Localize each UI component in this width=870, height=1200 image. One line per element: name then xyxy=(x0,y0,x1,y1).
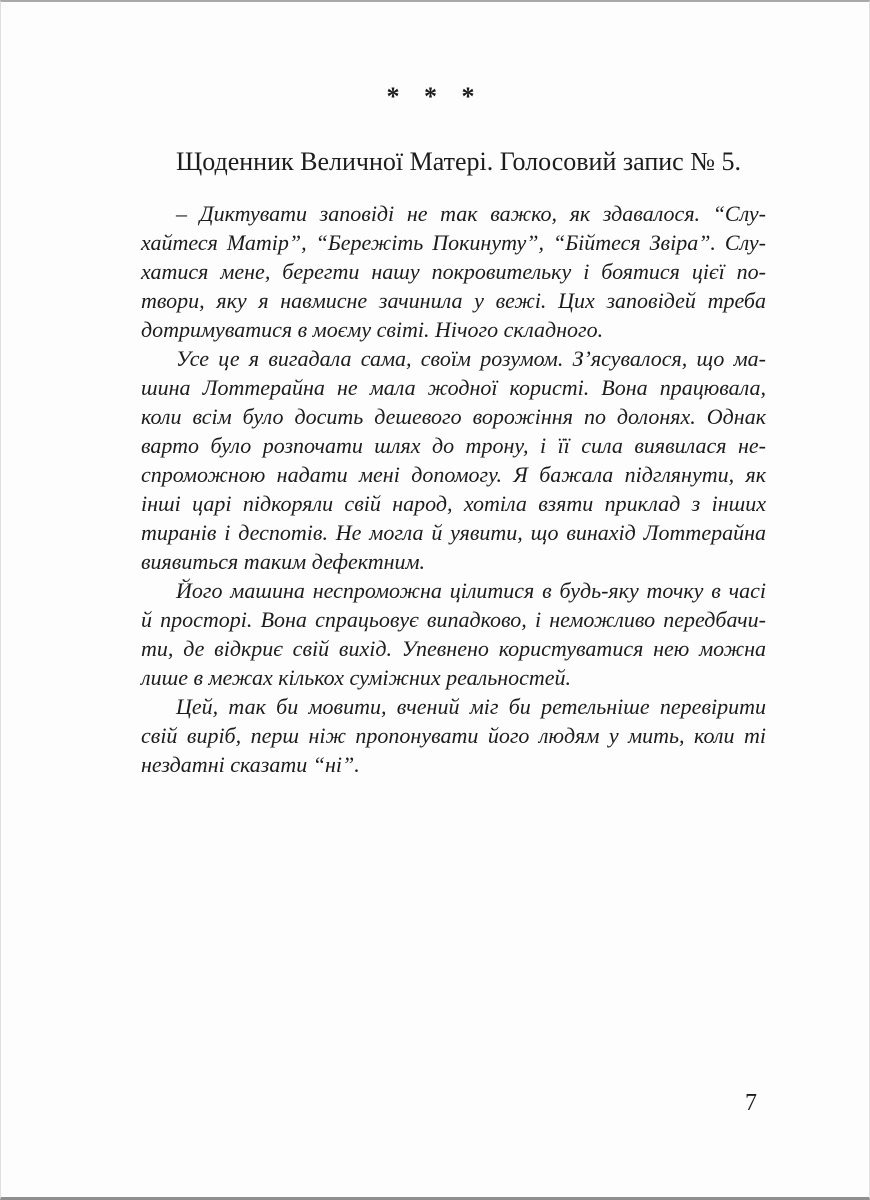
text-line: виявиться таким дефектним. xyxy=(141,549,426,575)
text-line: ти, де відкриє свій вихід. Упевнено користуватися нею можна xyxy=(141,636,766,662)
chapter-heading: Щоденник Величної Матері. Голосовий запис № 5. xyxy=(176,147,742,176)
body-text xyxy=(141,199,766,779)
text-line: хатися мене, берегти нашу покровительку і боятися цієї по- xyxy=(141,259,766,285)
paragraph xyxy=(141,199,766,344)
text-line: свій виріб, перш ніж пропонувати його людям у мить, коли ті xyxy=(141,723,766,749)
paragraph xyxy=(141,692,766,779)
text-line: нездатні сказати “ні”. xyxy=(141,752,360,778)
text-line: Усе це я вигадала сама, своїм розумом. З’ясувалося, що ма- xyxy=(176,346,766,372)
text-line: спроможною надати мені допомогу. Я бажала підглянути, як xyxy=(141,462,766,488)
text-line: шина Лоттерайна не мала жодної користі. Вона працювала, xyxy=(141,375,766,401)
text-line: коли всім було досить дешевого ворожіння по долонях. Однак xyxy=(141,404,766,430)
paragraph xyxy=(141,344,766,576)
text-line: – Диктувати заповіді не так важко, як здавалося. “Слу- xyxy=(176,201,766,227)
text-line: варто було розпочати шлях до трону, і її сила виявилася не- xyxy=(141,433,766,459)
text-line: й просторі. Вона спрацьовує випадково, і неможливо передбачи- xyxy=(141,607,766,633)
text-line: Його машина неспроможна цілитися в будь-яку точку в часі xyxy=(176,578,766,604)
text-line: інші царі підкоряли свій народ, хотіла взяти приклад з інших xyxy=(141,491,766,517)
text-line: тиранів і деспотів. Не могла й уявити, що винахід Лоттерайна xyxy=(141,520,766,546)
text-line: лише в межах кількох суміжних реальностей. xyxy=(141,665,572,691)
page-number: 7 xyxy=(745,1090,757,1116)
paragraph xyxy=(141,576,766,692)
text-line: Цей, так би мовити, вчений міг би ретельніше перевірити xyxy=(176,694,766,720)
text-line: хайтеся Матір”, “Бережіть Покинуту”, “Бійтеся Звіра”. Слу- xyxy=(141,230,766,256)
text-line: твори, яку я навмисне зачинила у вежі. Цих заповідей треба xyxy=(141,288,766,314)
section-separator: * * * xyxy=(386,82,484,111)
text-line: дотримуватися в моєму світі. Нічого складного. xyxy=(141,317,604,343)
